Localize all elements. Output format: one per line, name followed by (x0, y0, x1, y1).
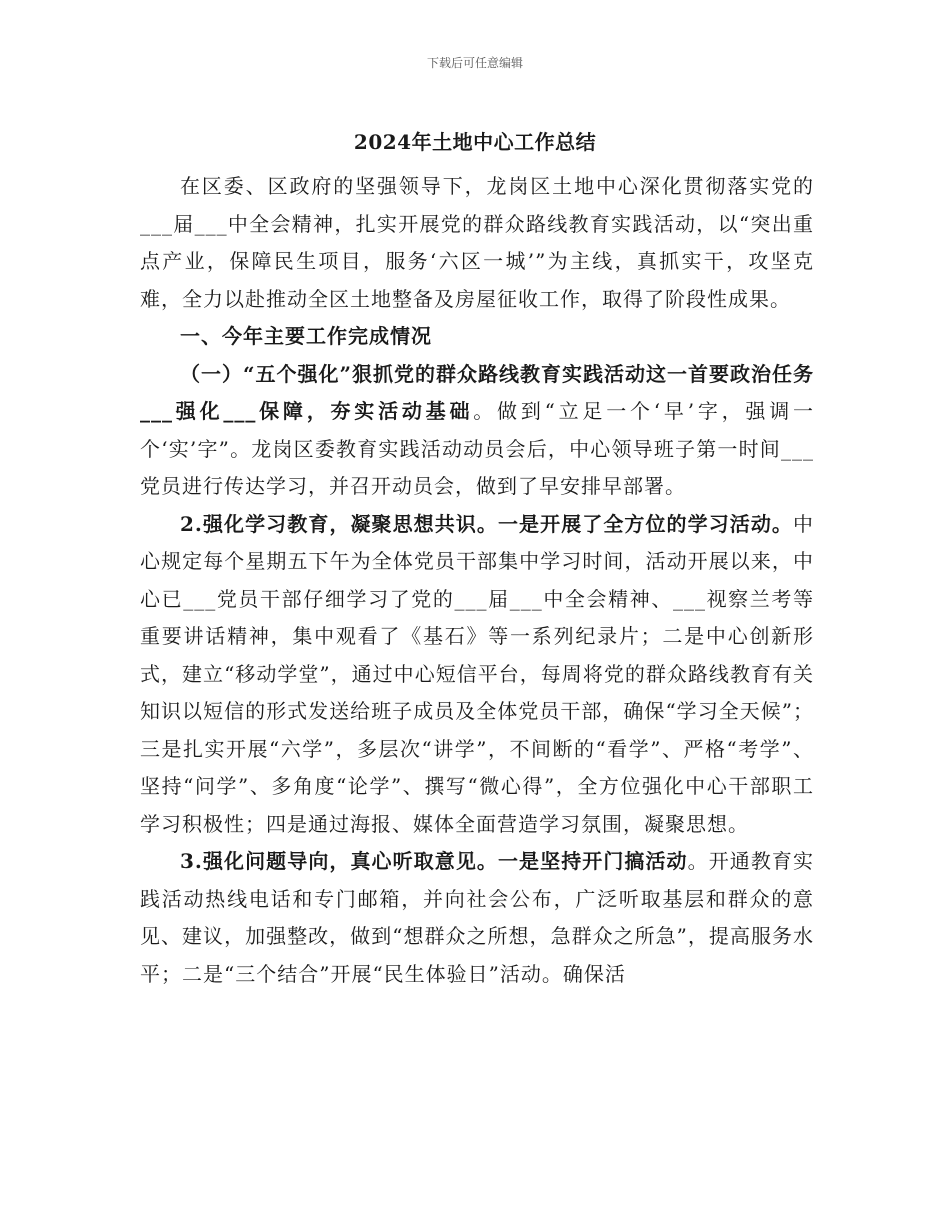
document-body (140, 168, 814, 993)
paragraph-item-3-lead: 3.强化问题导向，真心听取意见。一是坚持开门搞活动 (180, 849, 688, 873)
paragraph-item-3-text: 。开通教育实践活动热线电话和专门邮箱，并向社会公布，广泛听取基层和群众的意见、建议，加强整改，做到“想群众之所想，急群众之所急”，提高服务水平；二是“三个结合”开展“民生体验日”活动。确保活 (140, 849, 814, 986)
paragraph-item-2-lead: 2.强化学习教育，凝聚思想共识。一是开展了全方位的学习活动。 (180, 511, 793, 536)
paragraph-item-3 (140, 843, 814, 993)
document-title: 2024年土地中心工作总结 (353, 130, 597, 154)
paragraph-item-2-text: 中心规定每个星期五下午为全体党员干部集中学习时间，活动开展以来，中心已___党员干部仔细学习了党的___届___中全会精神、___视察兰考等重要讲话精神，集中观看了《基石》等一系列纪录片；二是中心创新形式，建立“移动学堂”，通过中心短信平台，每周将党的群众路线教育有关知识以短信的形式发送给班子成员及全体党员干部，确保“学习全天候”；三是扎实开展“六学”，多层次“讲学”，不间断的“看学”、严格“考学”、坚持“问学”、多角度“论学”、撰写“微心得”，全方位强化中心干部职工学习积极性；四是通过海报、媒体全面营造学习氛围，凝聚思想。 (140, 511, 814, 836)
paragraph-item-1-text: 。做到“立足一个‘早’字，强调一个‘实’字”。龙岗区委教育实践活动动员会后，中心领导班子第一时间___党员进行传达学习，并召开动员会，做到了早安排早部署。 (140, 399, 815, 498)
paragraph-item-1-lead: （一）“五个强化”狠抓党的群众路线教育实践活动这一首要政治任务___强化___保障，夯实活动基础 (140, 361, 815, 423)
page-header: 下载后可任意编辑 (426, 56, 523, 70)
paragraph-item-2 (140, 506, 814, 844)
section-heading-1: 一、今年主要工作完成情况 (180, 324, 432, 348)
paragraph-intro: 在区委、区政府的坚强领导下，龙岗区土地中心深化贯彻落实党的___届___中全会精神，扎实开展党的群众路线教育实践活动，以“突出重点产业，保障民生项目，服务‘六区一城’”为主线，真抓实干，攻坚克难，全力以赴推动全区土地整备及房屋征收工作，取得了阶段性成果。 (140, 174, 814, 311)
paragraph-item-1 (140, 356, 814, 506)
